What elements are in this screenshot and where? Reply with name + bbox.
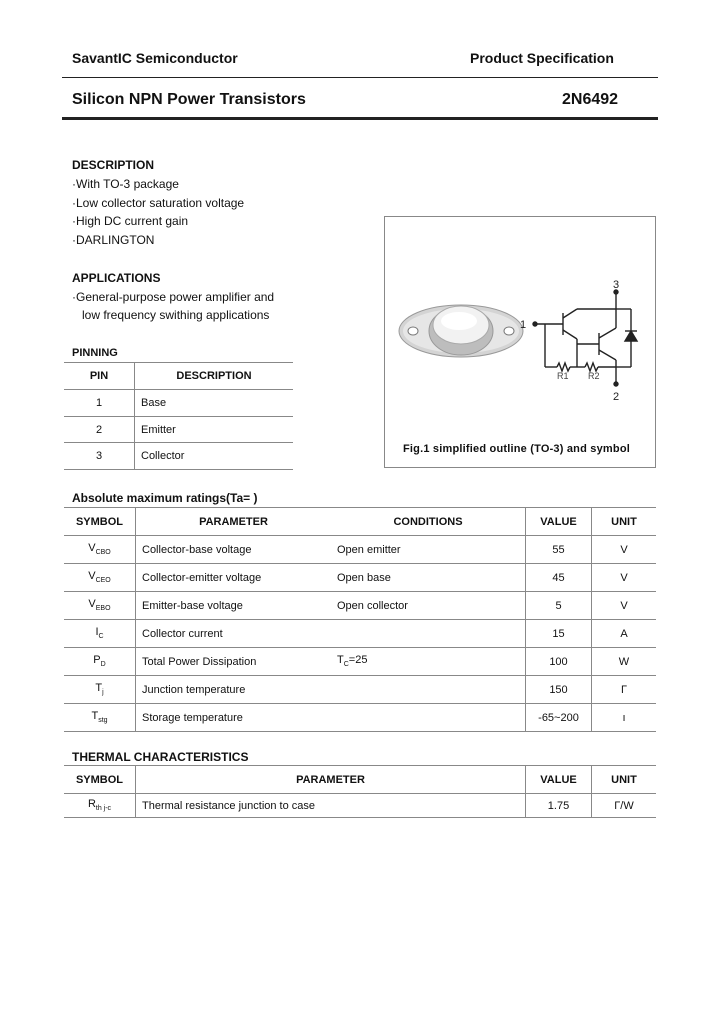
condition-text: T [337,654,344,667]
symbol-letter: V [88,542,96,555]
table-row [64,648,656,676]
value-cell: -65~200 [526,704,592,732]
part-number: 2N6492 [562,91,619,108]
parameter-cell: Emitter-base voltage [136,592,332,620]
pin2-label: 2 [613,391,620,403]
to3-package-image [399,305,523,357]
col-unit: UNIT [592,508,657,536]
parameter-cell: Thermal resistance junction to case [136,794,526,818]
condition-rest: =25 [348,654,368,667]
pin3-label: 3 [613,279,620,291]
condition-subscript: C [343,661,349,669]
condition-cell [331,676,526,704]
condition-text: Open collector [337,599,408,612]
unit-cell: ı [592,704,657,732]
pin-number: 3 [64,443,135,470]
description-item: ·DARLINGTON [72,233,155,247]
condition-text: Open base [337,571,391,584]
parameter-cell: Storage temperature [136,704,332,732]
unit-cell: V [592,592,657,620]
table-row [64,443,293,470]
product-line: Silicon NPN Power Transistors [72,91,306,108]
condition-cell [331,592,526,620]
symbol-cell [64,648,136,676]
symbol-subscript: stg [98,717,108,725]
pin-number: 2 [64,417,135,443]
parameter-cell: Total Power Dissipation [136,648,332,676]
value-cell: 45 [526,564,592,592]
pinning-table [64,362,293,470]
symbol-subscript: j [102,689,104,697]
header-rule-bottom [62,117,658,120]
symbol-cell [64,564,136,592]
value-cell: 1.75 [526,794,592,818]
symbol-subscript: CBO [95,549,111,557]
unit-cell: A [592,620,657,648]
col-value: VALUE [526,766,592,794]
symbol-cell [64,794,136,818]
value-cell: 15 [526,620,592,648]
pinning-heading: PINNING [72,347,118,359]
table-row [64,536,656,564]
figure-graphics [385,217,655,467]
parameter-cell: Junction temperature [136,676,332,704]
col-symbol: SYMBOL [64,508,136,536]
applications-heading: APPLICATIONS [72,271,161,285]
pin-description: Collector [135,443,294,470]
parameter-cell: Collector-base voltage [136,536,332,564]
table-row [64,794,656,818]
unit-cell: Γ/W [592,794,657,818]
value-cell: 5 [526,592,592,620]
description-item: ·With TO-3 package [72,177,179,191]
unit-cell: V [592,564,657,592]
parameter-cell: Collector-emitter voltage [136,564,332,592]
symbol-subscript: D [100,661,106,669]
col-parameter: PARAMETER [136,766,526,794]
symbol-subscript: th j-c [95,805,112,813]
description-heading: DESCRIPTION [72,158,155,172]
table-row [64,592,656,620]
condition-cell [331,648,526,676]
r2-label: R2 [588,371,600,381]
condition-cell [331,704,526,732]
symbol-subscript: C [98,633,104,641]
pin-description: Base [135,390,294,417]
table-row [64,390,293,417]
pin-desc-col-header: DESCRIPTION [135,363,294,390]
condition-cell [331,536,526,564]
symbol-subscript: CEO [95,577,111,585]
applications-item: ·General-purpose power amplifier and [72,290,275,304]
unit-cell: Γ [592,676,657,704]
pin1-label: 1 [520,319,527,331]
unit-cell: W [592,648,657,676]
pin-number: 1 [64,390,135,417]
symbol-cell [64,592,136,620]
parameter-cell: Collector current [136,620,332,648]
symbol-letter: V [88,570,96,583]
col-conditions: CONDITIONS [331,508,526,536]
condition-cell [331,564,526,592]
table-row [64,620,656,648]
thermal-heading: THERMAL CHARACTERISTICS [72,750,249,764]
symbol-letter: P [93,654,101,667]
col-parameter: PARAMETER [136,508,332,536]
doc-type: Product Specification [470,50,614,66]
unit-cell: V [592,536,657,564]
col-unit: UNIT [592,766,657,794]
symbol-cell [64,536,136,564]
symbol-subscript: EBO [95,605,111,613]
table-row [64,417,293,443]
symbol-cell [64,620,136,648]
pin-col-header: PIN [64,363,135,390]
figure-box [384,216,656,468]
col-symbol: SYMBOL [64,766,136,794]
company-name: SavantIC Semiconductor [72,50,238,66]
symbol-cell [64,704,136,732]
header-rule-top [62,77,658,78]
thermal-table [64,765,656,818]
r1-label: R1 [557,371,569,381]
description-item: ·High DC current gain [72,214,189,228]
col-value: VALUE [526,508,592,536]
value-cell: 55 [526,536,592,564]
symbol-letter: I [95,626,99,639]
abs-max-heading: Absolute maximum ratings(Ta= ) [72,491,258,505]
symbol-letter: R [87,798,96,811]
symbol-cell [64,676,136,704]
condition-text: Open emitter [337,543,401,556]
figure-caption: Fig.1 simplified outline (TO-3) and symbol [403,443,630,455]
applications-item: low frequency swithing applications [82,308,270,322]
value-cell: 150 [526,676,592,704]
symbol-letter: V [88,598,96,611]
description-item: ·Low collector saturation voltage [72,196,245,210]
table-row [64,676,656,704]
darlington-symbol [520,279,637,403]
table-row [64,704,656,732]
table-row [64,564,656,592]
abs-max-table [64,507,656,732]
pin-description: Emitter [135,417,294,443]
value-cell: 100 [526,648,592,676]
symbol-letter: T [95,682,103,695]
condition-cell [331,620,526,648]
symbol-letter: T [91,710,99,723]
